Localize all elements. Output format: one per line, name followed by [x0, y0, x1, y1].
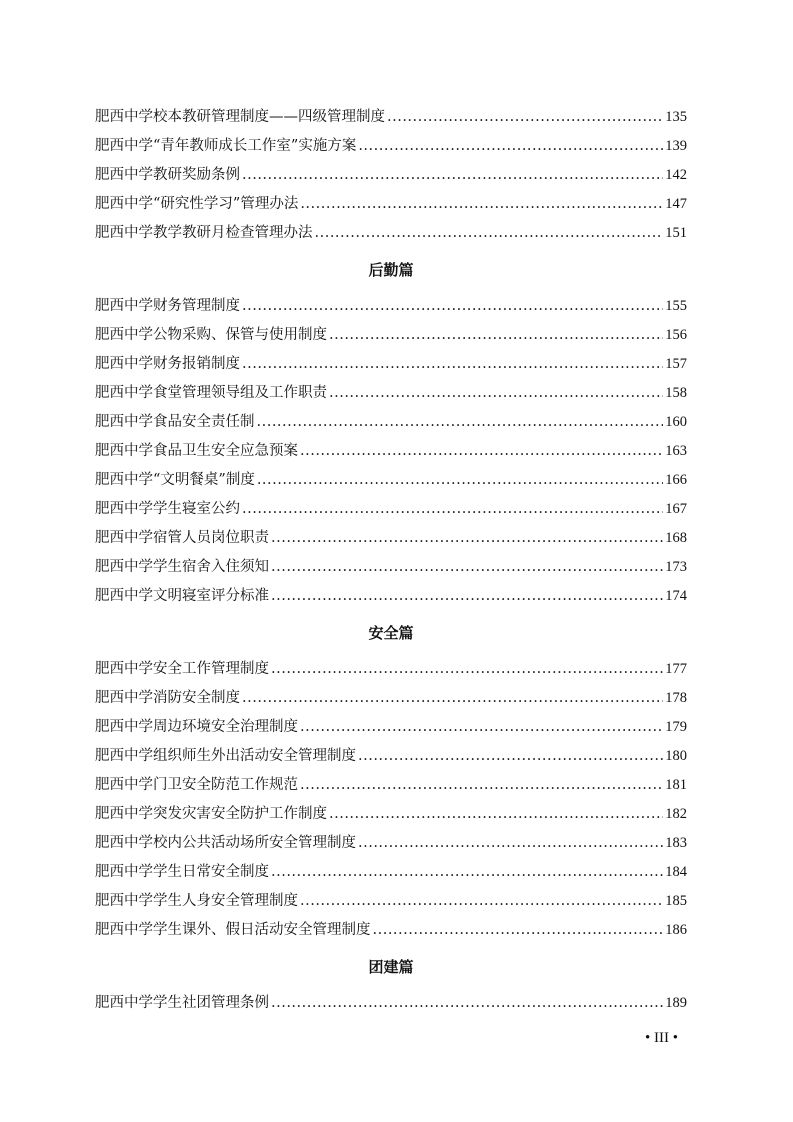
dot-leader — [271, 582, 663, 611]
dot-leader — [271, 858, 663, 887]
toc-entry[interactable] — [95, 437, 687, 466]
dot-leader — [242, 161, 663, 190]
dot-leader — [300, 190, 663, 219]
toc-entry-page: 139 — [665, 138, 687, 154]
toc-entry[interactable] — [95, 858, 687, 887]
dot-leader — [300, 887, 663, 916]
toc-entry-page: 185 — [665, 893, 687, 909]
toc-entry-title: 肥西中学“文明餐桌”制度 — [95, 472, 255, 488]
toc-entry[interactable] — [95, 495, 687, 524]
toc-entry-title: 肥西中学周边环境安全治理制度 — [95, 719, 298, 735]
toc-entry-title: 肥西中学安全工作管理制度 — [95, 661, 269, 677]
dot-leader — [271, 524, 663, 553]
dot-leader — [257, 408, 664, 437]
toc-entry-page: 166 — [665, 472, 687, 488]
dot-leader — [358, 829, 663, 858]
toc-entry[interactable] — [95, 161, 687, 190]
dot-leader — [271, 655, 663, 684]
toc-entry-title: 肥西中学学生宿舍入住须知 — [95, 559, 269, 575]
toc-entry-title: 肥西中学学生课外、假日活动安全管理制度 — [95, 922, 371, 938]
toc-entry[interactable] — [95, 916, 687, 945]
toc-entry[interactable] — [95, 524, 687, 553]
toc-entry[interactable] — [95, 132, 687, 161]
toc-entry-title: 肥西中学教研奖励条例 — [95, 167, 240, 183]
dot-leader — [242, 495, 663, 524]
toc-entry[interactable] — [95, 219, 687, 248]
toc-entry-page: 155 — [665, 298, 687, 314]
toc-entry-title: 肥西中学教学教研月检查管理办法 — [95, 225, 313, 241]
toc-entry-page: 177 — [665, 661, 687, 677]
section-heading-safety: 安全篇 — [368, 624, 414, 642]
toc-entry-page: 157 — [665, 356, 687, 372]
toc-entry-title: 肥西中学学生寝室公约 — [95, 501, 240, 517]
toc-entry-title: 肥西中学食品卫生安全应急预案 — [95, 443, 298, 459]
toc-entry-page: 178 — [665, 690, 687, 706]
dot-leader — [300, 771, 663, 800]
page-number: • III • — [645, 1030, 678, 1046]
toc-entry-page: 183 — [665, 835, 687, 851]
toc-entry-title: 肥西中学学生日常安全制度 — [95, 864, 269, 880]
toc-entry-page: 158 — [665, 385, 687, 401]
toc-entry-title: 肥西中学“研究性学习”管理办法 — [95, 196, 299, 212]
toc-entry-title: 肥西中学校内公共活动场所安全管理制度 — [95, 835, 356, 851]
dot-leader — [300, 713, 663, 742]
toc-entry-page: 167 — [665, 501, 687, 517]
table-of-contents — [95, 103, 687, 1018]
toc-entry[interactable] — [95, 379, 687, 408]
toc-entry-title: 肥西中学食品安全责任制 — [95, 414, 255, 430]
toc-entry-title: 肥西中学消防安全制度 — [95, 690, 240, 706]
toc-entry-page: 135 — [665, 109, 687, 125]
toc-entry-title: 肥西中学突发灾害安全防护工作制度 — [95, 806, 327, 822]
toc-entry[interactable] — [95, 989, 687, 1018]
dot-leader — [242, 292, 663, 321]
toc-entry[interactable] — [95, 742, 687, 771]
toc-entry-title: 肥西中学校本教研管理制度——四级管理制度 — [95, 109, 385, 125]
toc-entry-title: 肥西中学组织师生外出活动安全管理制度 — [95, 748, 356, 764]
toc-entry-page: 174 — [665, 588, 687, 604]
toc-entry[interactable] — [95, 582, 687, 611]
toc-entry-page: 179 — [665, 719, 687, 735]
section-heading-logistics: 后勤篇 — [368, 261, 414, 279]
section-heading-team-building: 团建篇 — [368, 958, 414, 976]
toc-entry-page: 142 — [665, 167, 687, 183]
toc-entry-title: 肥西中学食堂管理领导组及工作职责 — [95, 385, 327, 401]
dot-leader — [242, 684, 663, 713]
dot-leader — [315, 219, 664, 248]
dot-leader — [271, 553, 663, 582]
toc-entry-page: 147 — [665, 196, 687, 212]
toc-entry-page: 182 — [665, 806, 687, 822]
dot-leader — [358, 742, 663, 771]
toc-entry[interactable] — [95, 190, 687, 219]
toc-entry-page: 181 — [665, 777, 687, 793]
toc-entry-title: 肥西中学财务管理制度 — [95, 298, 240, 314]
toc-entry[interactable] — [95, 553, 687, 582]
toc-entry[interactable] — [95, 771, 687, 800]
toc-entry-page: 180 — [665, 748, 687, 764]
toc-entry[interactable] — [95, 350, 687, 379]
toc-entry-page: 156 — [665, 327, 687, 343]
toc-entry[interactable] — [95, 466, 687, 495]
toc-entry-title: 肥西中学宿管人员岗位职责 — [95, 530, 269, 546]
dot-leader — [300, 437, 663, 466]
toc-entry[interactable] — [95, 655, 687, 684]
toc-entry-page: 173 — [665, 559, 687, 575]
dot-leader — [358, 132, 663, 161]
toc-entry[interactable] — [95, 408, 687, 437]
toc-entry-title: 肥西中学财务报销制度 — [95, 356, 240, 372]
toc-entry-title: 肥西中学学生人身安全管理制度 — [95, 893, 298, 909]
dot-leader — [257, 466, 663, 495]
dot-leader — [373, 916, 664, 945]
toc-entry[interactable] — [95, 103, 687, 132]
dot-leader — [242, 350, 663, 379]
dot-leader — [271, 989, 663, 1018]
dot-leader — [387, 103, 663, 132]
toc-entry[interactable] — [95, 292, 687, 321]
toc-entry-page: 186 — [665, 922, 687, 938]
toc-entry-page: 163 — [665, 443, 687, 459]
toc-entry[interactable] — [95, 713, 687, 742]
toc-entry-page: 160 — [665, 414, 687, 430]
toc-entry-page: 189 — [665, 995, 687, 1011]
dot-leader — [329, 379, 663, 408]
toc-entry-title: 肥西中学公物采购、保管与使用制度 — [95, 327, 327, 343]
toc-entry-title: 肥西中学“青年教师成长工作室”实施方案 — [95, 138, 357, 154]
toc-entry[interactable] — [95, 800, 687, 829]
toc-entry-title: 肥西中学门卫安全防范工作规范 — [95, 777, 298, 793]
toc-entry-title: 肥西中学学生社团管理条例 — [95, 995, 269, 1011]
dot-leader — [329, 321, 663, 350]
toc-entry[interactable] — [95, 684, 687, 713]
toc-entry[interactable] — [95, 321, 687, 350]
toc-entry[interactable] — [95, 887, 687, 916]
toc-entry-title: 肥西中学文明寝室评分标准 — [95, 588, 269, 604]
toc-entry-page: 168 — [665, 530, 687, 546]
dot-leader — [329, 800, 663, 829]
toc-entry-page: 151 — [665, 225, 687, 241]
toc-entry-page: 184 — [665, 864, 687, 880]
toc-entry[interactable] — [95, 829, 687, 858]
